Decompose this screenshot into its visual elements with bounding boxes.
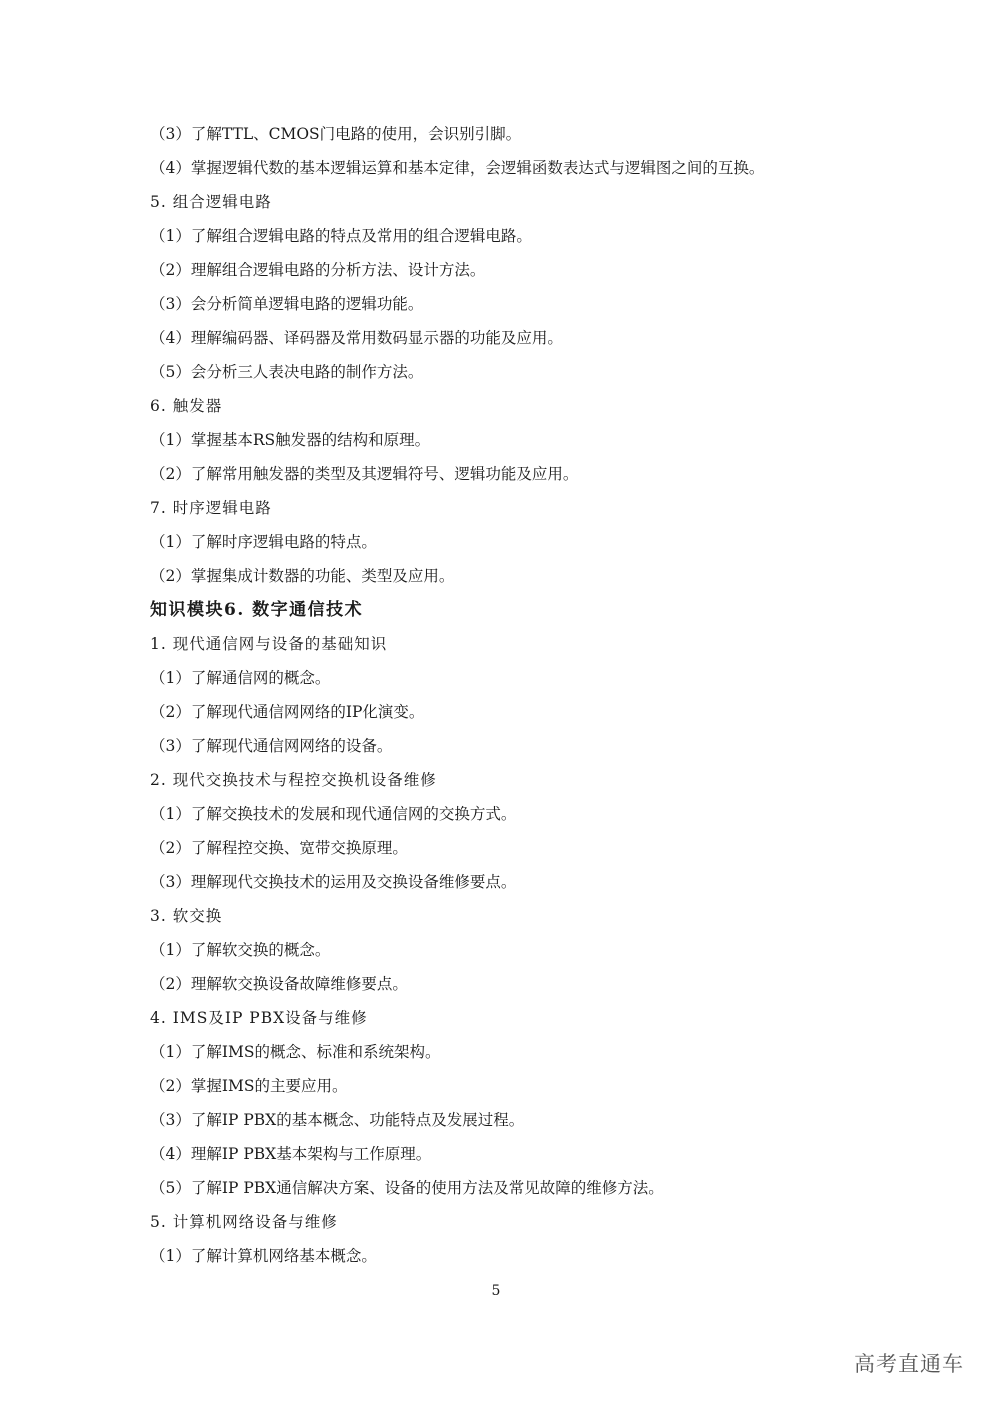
watermark: 高考直通车	[854, 1352, 964, 1376]
list-item: （2）了解常用触发器的类型及其逻辑符号、逻辑功能及应用。	[150, 465, 579, 483]
section-heading: 1. 现代通信网与设备的基础知识	[150, 635, 388, 653]
list-item: （1）了解时序逻辑电路的特点。	[150, 533, 377, 551]
list-item: （1）了解计算机网络基本概念。	[150, 1247, 377, 1265]
list-item: （1）了解软交换的概念。	[150, 941, 331, 959]
section-heading: 3. 软交换	[150, 907, 223, 925]
list-item: （3）了解现代通信网网络的设备。	[150, 737, 393, 755]
list-item: （3）理解现代交换技术的运用及交换设备维修要点。	[150, 873, 517, 891]
list-item: （1）了解IMS的概念、标准和系统架构。	[150, 1043, 441, 1061]
list-item: （2）掌握集成计数器的功能、类型及应用。	[150, 567, 455, 585]
list-item: （5）了解IP PBX通信解决方案、设备的使用方法及常见故障的维修方法。	[150, 1179, 664, 1197]
list-item: （2）掌握IMS的主要应用。	[150, 1077, 348, 1095]
list-item: （1）了解组合逻辑电路的特点及常用的组合逻辑电路。	[150, 227, 532, 245]
section-heading: 4. IMS及IP PBX设备与维修	[150, 1009, 368, 1027]
module-heading: 知识模块6. 数字通信技术	[150, 600, 364, 620]
list-item: （3）了解IP PBX的基本概念、功能特点及发展过程。	[150, 1111, 525, 1129]
list-item: （4）理解编码器、译码器及常用数码显示器的功能及应用。	[150, 329, 563, 347]
list-item: （1）了解通信网的概念。	[150, 669, 331, 687]
list-item: （2）理解组合逻辑电路的分析方法、设计方法。	[150, 261, 486, 279]
section-heading: 5. 组合逻辑电路	[150, 193, 272, 211]
section-heading: 5. 计算机网络设备与维修	[150, 1213, 338, 1231]
section-heading: 6. 触发器	[150, 397, 223, 415]
list-item: （5）会分析三人表决电路的制作方法。	[150, 363, 424, 381]
section-heading: 2. 现代交换技术与程控交换机设备维修	[150, 771, 437, 789]
list-item: （4）理解IP PBX基本架构与工作原理。	[150, 1145, 432, 1163]
page-number: 5	[491, 1283, 501, 1299]
list-item: （3）会分析简单逻辑电路的逻辑功能。	[150, 295, 424, 313]
section-heading: 7. 时序逻辑电路	[150, 499, 272, 517]
list-item: （2）理解软交换设备故障维修要点。	[150, 975, 408, 993]
document-body	[150, 117, 910, 1273]
list-item: （1）掌握基本RS触发器的结构和原理。	[150, 431, 431, 449]
list-item: （2）了解程控交换、宽带交换原理。	[150, 839, 408, 857]
list-item: （3）了解TTL、CMOS门电路的使用，会识别引脚。	[150, 125, 522, 143]
list-item: （1）了解交换技术的发展和现代通信网的交换方式。	[150, 805, 517, 823]
list-item: （4）掌握逻辑代数的基本逻辑运算和基本定律，会逻辑函数表达式与逻辑图之间的互换。	[150, 159, 765, 177]
list-item: （2）了解现代通信网网络的IP化演变。	[150, 703, 425, 721]
